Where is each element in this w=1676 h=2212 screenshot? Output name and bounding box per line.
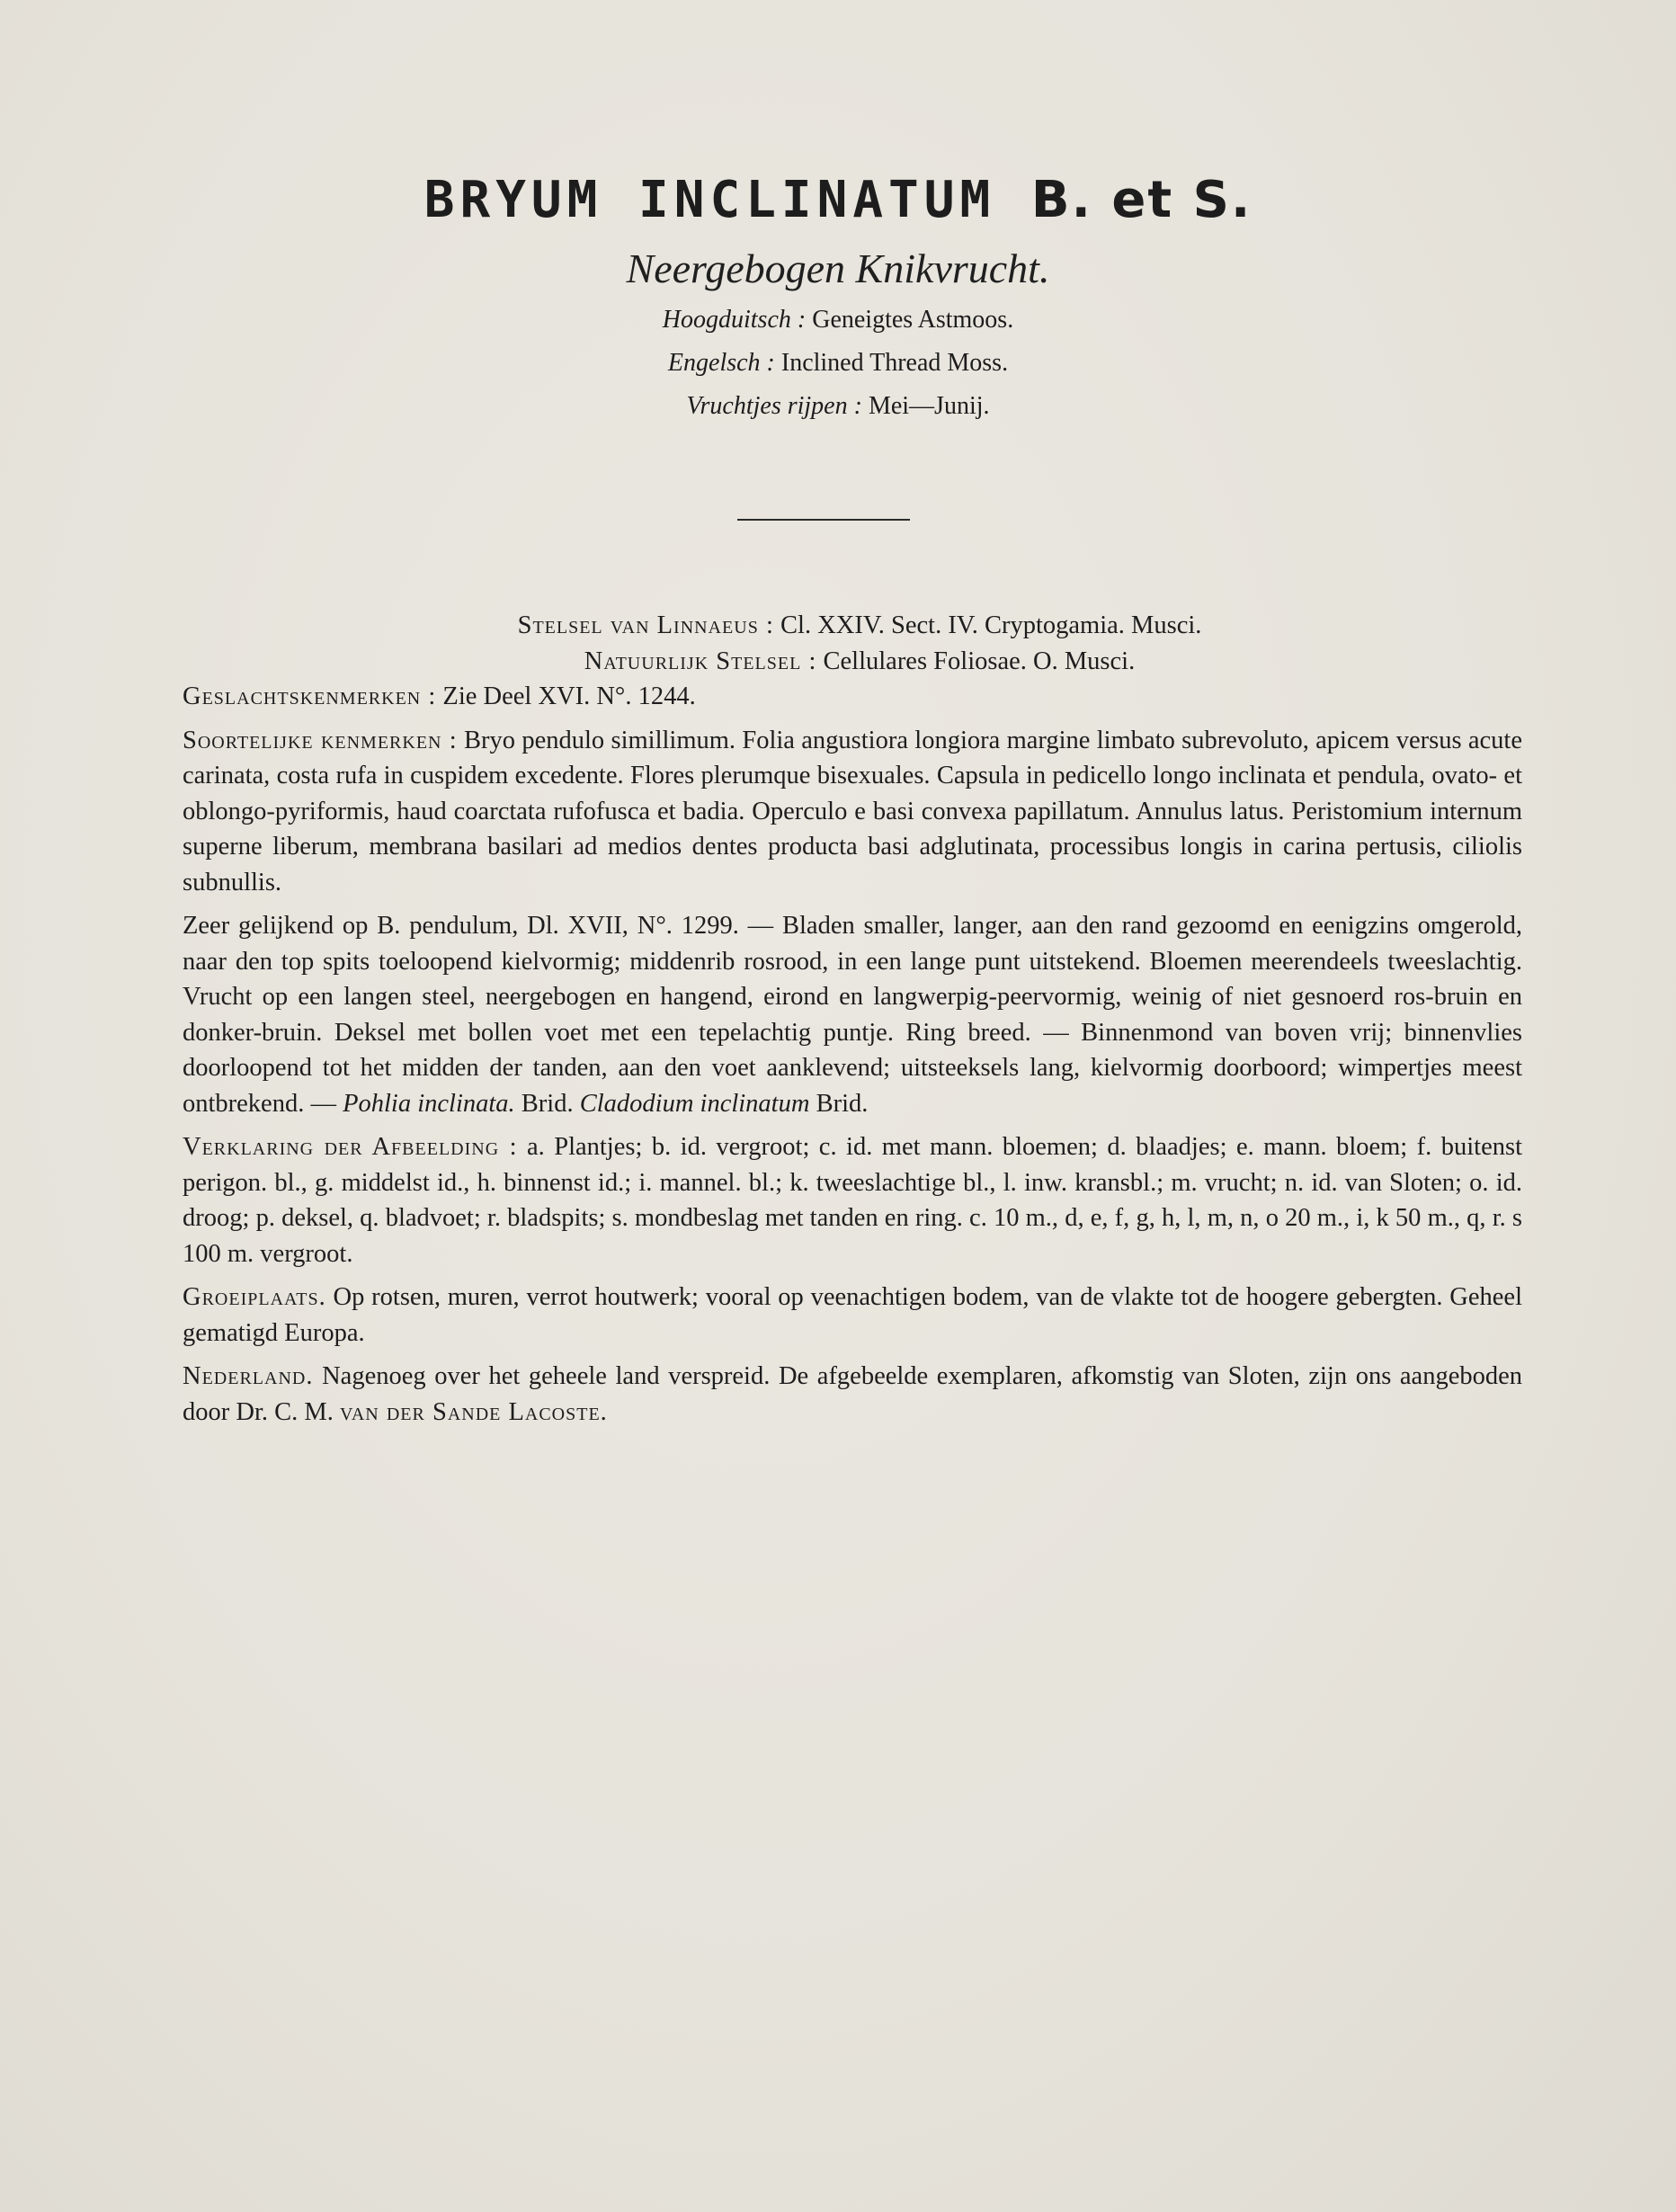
section-label: Soortelijke kenmerken : [183, 726, 458, 754]
section-label: Verklaring der Afbeelding : [183, 1133, 518, 1161]
section-text: Cellulares Foliosae. O. Musci. [823, 647, 1136, 675]
section-label: Stelsel van Linnaeus : [517, 611, 774, 639]
section-label: Natuurlijk Stelsel : [584, 647, 817, 675]
section-text: Nagenoeg over het geheele land verspreid. De afgebeelde exemplaren, afkomstig van Sloten, zijn ons aangeboden door Dr. C. M. [183, 1362, 1523, 1426]
linnaeus-system [183, 608, 1522, 644]
title-genus-species: BRYUM INCLINATUM [423, 171, 996, 229]
name-label: Vruchtjes rijpen : [686, 392, 862, 420]
section-text: Op rotsen, muren, verrot houtwerk; vooral op veenachtigen bodem, van de vlakte tot de hoogere gebergten. Geheel gematigd Europa. [183, 1283, 1522, 1347]
species-title [0, 171, 1676, 229]
genus-characters [183, 679, 1522, 715]
species-characters [183, 723, 1522, 901]
name-label: Hoogduitsch : [662, 306, 807, 334]
section-text: Cl. XXIV. Sect. IV. Cryptogamia. Musci. [780, 611, 1202, 639]
name-value: Geneigtes Astmoos. [812, 306, 1014, 334]
collector-name: van der Sande Lacoste. [339, 1397, 608, 1426]
description-body [183, 608, 1522, 1430]
section-label: Groeiplaats. [183, 1283, 326, 1311]
section-label: Nederland. [183, 1362, 314, 1390]
name-line-german [0, 306, 1676, 334]
synonym-author: Brid. [521, 1089, 574, 1118]
synonym-name: Pohlia inclinata. [343, 1089, 515, 1118]
section-text: Bryo pendulo simillimum. Folia angustiora longiora margine limbato subrevoluto, apicem versus acute carinata, costa rufa in cuspidem excedente. Flores plerumque bisexuales. Capsula in pedicello longo inclinata et pendula, ovato- et oblongo-pyriformis, haud coarctata rufofusca et badia. Operculo e basi convexa papillatum. Annulus latus. Peristomium internum superne liberum, membrana basilari ad medios dentes producta basi adglutinata, processibus longis in carina pertusis, ciliolis subnullis. [183, 726, 1522, 896]
name-line-english [0, 349, 1676, 378]
section-text: a. Plantjes; b. id. vergroot; c. id. met mann. bloemen; d. blaadjes; e. mann. bloem; f. buitenst perigon. bl., g. middelst id., h. binnenst id.; i. mannel. bl.; k. tweeslachtige bl., l. inw. kransbl.; m. vrucht; n. id. van Sloten; o. id. droog; p. deksel, q. bladvoet; r. bladspits; s. mondbeslag met tanden en ring. c. 10 m., d, e, f, g, h, l, m, n, o 20 m., i, k 50 m., q, r. s 100 m. vergroot. [183, 1133, 1522, 1268]
section-text: Zie Deel XVI. N°. 1244. [442, 682, 696, 710]
habitat [183, 1280, 1522, 1351]
divider-rule [737, 519, 910, 521]
title-author: B. et S. [1030, 171, 1253, 229]
synonym-name: Cladodium inclinatum [579, 1089, 810, 1118]
section-label: Geslachtskenmerken : [183, 682, 437, 710]
dutch-description [183, 908, 1522, 1121]
name-line-ripening [0, 392, 1676, 421]
synonym-author: Brid. [816, 1089, 869, 1118]
name-value: Mei—Junij. [868, 392, 990, 420]
figure-explanation [183, 1129, 1522, 1271]
dutch-name: Neergebogen Knikvrucht. [626, 245, 1050, 291]
name-label: Engelsch : [667, 349, 775, 377]
name-value: Inclined Thread Moss. [780, 349, 1009, 377]
section-text: Zeer gelijkend op B. pendulum, Dl. XVII, N°. 1299. — Bladen smaller, langer, aan den rand gezoomd en eenigzins omgerold, naar den top spits toeloopend kielvormig; middenrib rosrood, in een lange punt uitstekend. Bloemen meerendeels tweeslachtig. Vrucht op een langen steel, neergebogen en hangend, eirond en langwerpig-peervormig, weinig of niet gesnoerd ros-bruin en donker-bruin. Deksel met bollen voet met een tepelachtig puntje. Ring breed. — Binnenmond van boven vrij; binnenvlies doorloopend tot het midden der tanden, aan den voet aanklevend; uitsteeksels lang, kielvormig doorboord; wimpertjes meest ontbrekend. — [183, 912, 1522, 1118]
netherlands-distribution [183, 1359, 1522, 1430]
natural-system [183, 644, 1522, 680]
